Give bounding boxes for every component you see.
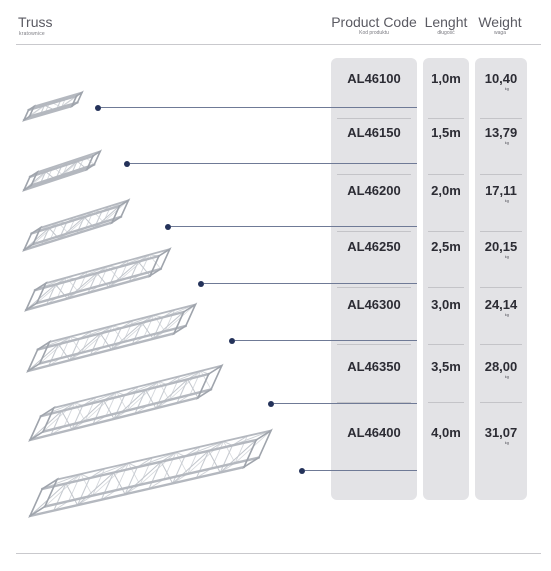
row-separator	[480, 231, 522, 232]
leader-dot	[95, 105, 101, 111]
weight-unit: kg	[504, 374, 509, 379]
header-weight-label: Weight	[478, 14, 522, 30]
header-length-label: Lenght	[424, 14, 468, 30]
footer-divider	[16, 553, 541, 554]
weight-value: 13,79	[484, 125, 518, 140]
weight-value: 17,11	[485, 183, 517, 198]
leader-line	[130, 163, 417, 164]
header-product-code	[330, 15, 418, 36]
truss-segment-icon	[26, 434, 252, 524]
weight-value: 31,07	[484, 425, 518, 440]
length-cell: 1,5m	[431, 125, 461, 140]
row-separator	[480, 402, 522, 403]
row-separator	[337, 174, 411, 175]
weight-value: 20,15	[484, 239, 518, 254]
row-separator	[337, 344, 411, 345]
row-separator	[480, 118, 522, 119]
leader-dot	[268, 401, 274, 407]
page-subtitle: kratownice	[19, 31, 45, 37]
header-weight-sub: waga	[494, 30, 506, 36]
weight-value: 24,14	[484, 297, 518, 312]
leader-dot	[299, 468, 305, 474]
row-separator	[428, 174, 464, 175]
row-separator	[337, 231, 411, 232]
leader-dot	[165, 224, 171, 230]
leader-line	[274, 403, 417, 404]
product-code-cell: AL46100	[347, 71, 401, 86]
leader-line	[101, 107, 417, 108]
row-separator	[428, 402, 464, 403]
length-cell: 3,5m	[431, 359, 461, 374]
leader-dot	[198, 281, 204, 287]
length-cell: 1,0m	[431, 71, 461, 86]
row-separator	[480, 344, 522, 345]
row-separator	[480, 174, 522, 175]
weight-value: 10,40	[484, 71, 518, 86]
product-code-cell: AL46350	[347, 359, 401, 374]
leader-line	[235, 340, 417, 341]
row-separator	[480, 287, 522, 288]
leader-line	[204, 283, 417, 284]
leader-line	[171, 226, 417, 227]
weight-cell	[475, 184, 527, 203]
row-separator	[428, 118, 464, 119]
weight-unit: kg	[504, 312, 509, 317]
length-cell: 3,0m	[431, 297, 461, 312]
product-code-cell: AL46400	[347, 425, 401, 440]
length-cell: 4,0m	[431, 425, 461, 440]
row-separator	[337, 287, 411, 288]
truss-segment-icon	[20, 150, 95, 198]
leader-dot	[229, 338, 235, 344]
header-length-sub: długość	[437, 30, 455, 36]
header-product-code-sub: Kod produktu	[359, 30, 389, 36]
weight-cell	[475, 126, 527, 145]
header-divider	[16, 44, 541, 45]
length-cell: 2,0m	[431, 183, 461, 198]
leader-dot	[124, 161, 130, 167]
weight-unit: kg	[504, 198, 509, 203]
weight-value: 28,00	[484, 359, 518, 374]
length-cell: 2,5m	[431, 239, 461, 254]
header-product-code-label: Product Code	[331, 14, 417, 30]
row-separator	[428, 344, 464, 345]
page-title: Truss	[18, 14, 53, 30]
row-separator	[428, 231, 464, 232]
truss-segment-icon	[20, 90, 80, 128]
row-separator	[337, 118, 411, 119]
weight-cell	[475, 426, 527, 445]
product-code-cell: AL46200	[347, 183, 401, 198]
weight-cell	[475, 72, 527, 91]
weight-cell	[475, 360, 527, 379]
header-length	[421, 15, 471, 36]
weight-unit: kg	[504, 86, 509, 91]
weight-unit: kg	[504, 254, 509, 259]
product-code-cell: AL46150	[347, 125, 401, 140]
weight-cell	[475, 240, 527, 259]
weight-cell	[475, 298, 527, 317]
weight-unit: kg	[504, 140, 509, 145]
product-code-cell: AL46300	[347, 297, 401, 312]
leader-line	[305, 470, 417, 471]
header-weight	[475, 15, 525, 36]
product-code-cell: AL46250	[347, 239, 401, 254]
weight-unit: kg	[504, 440, 509, 445]
row-separator	[428, 287, 464, 288]
